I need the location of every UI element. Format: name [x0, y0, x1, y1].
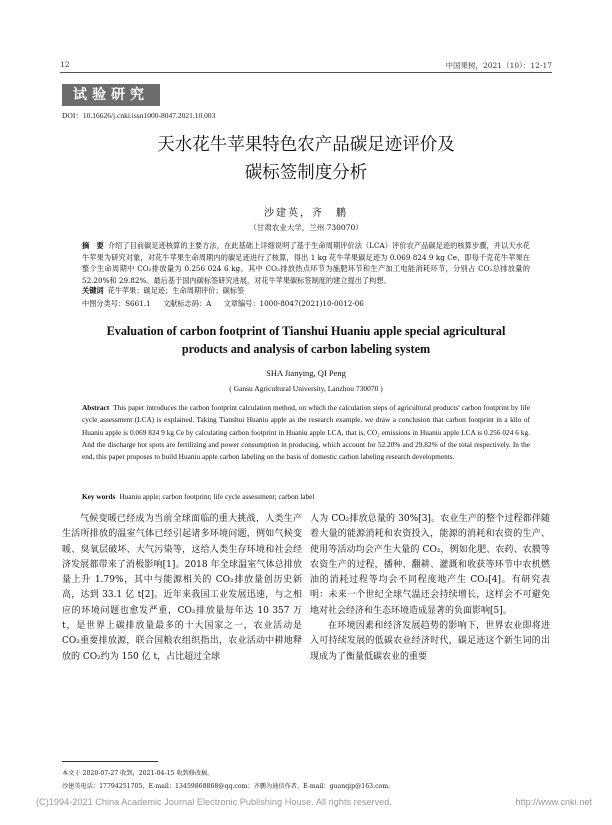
copyright-text: (C)1994-2021 China Academic Journal Electronic Publishing House. All rights reserved.	[36, 797, 392, 807]
body-right-column	[310, 512, 550, 665]
abstract-en-text: This paper introduces the carbon footprint calculation method, on which the calculation steps of agricultural products' carbon footprint by life cycle assessment (LCA) is explained. Taking Tianshui Huaniu apple as the research example, we draw a conclusion that carbon footprint in a kilo of Huaniu apple is 0.069 824 9 kg Ce by calculating carbon footprint in Huaniu apple LCA, that is, CO₂ emissions in Huaniu apple LCA is 0.256 024 6 kg. And the discharge hot spots are fertilizing and power consumption in producing, which account for 52.20% and 29.82% of the total respectively. In the end, this paper proposes to build Huaniu apple carbon labeling on the basis of domestic carbon labeling research developments.	[82, 403, 530, 462]
title-en-line2: products and analysis of carbon labeling system	[181, 342, 431, 356]
copyright-bar	[36, 797, 592, 807]
keywords-cn-label: 关键词	[82, 286, 104, 295]
journal-issue: 中国果树，2021（10）：12-17	[445, 61, 552, 70]
header-rule	[60, 72, 552, 73]
keywords-en-text: Huaniu apple; carbon footprint; life cycle assessment; carbon label	[119, 492, 315, 501]
page-number: 12	[60, 60, 70, 69]
authors-en: SHA Jianying, QI Peng	[266, 368, 346, 378]
abstract-cn	[82, 240, 530, 286]
abstract-cn-label: 摘 要	[82, 241, 104, 250]
keywords-cn	[82, 286, 530, 296]
section-badge: 试验研究	[62, 84, 160, 106]
classification-cn	[82, 299, 530, 309]
footnote-rule	[62, 761, 158, 762]
title-cn-line1: 天水花牛苹果特色农产品碳足迹评价及	[157, 135, 455, 155]
title-en-line1: Evaluation of carbon footprint of Tianshui Huaniu apple special agricultural	[106, 324, 506, 338]
keywords-cn-text: 花牛苹果；碳足迹；生命周期评价；碳标签	[107, 286, 245, 295]
document-code: 文献标志码：A	[162, 299, 212, 308]
authors-cn: 沙建英，齐 鹏	[264, 208, 348, 219]
abstract-en-label: Abstract	[82, 403, 110, 412]
footnote-received: 本文于 2020-07-27 收到，2021-04-15 收到修改稿。	[62, 770, 214, 777]
abstract-cn-text: 介绍了目前碳足迹核算的主要方法，在此基础上详细说明了基于生命周期评价法（LCA）评价农产品碳足迹的核算步骤，并以天水花牛苹果为研究对象，对花牛苹果生命周期内的碳足迹进行了核算，得出 1 kg 花牛苹果碳足迹为 0.069 824 9 kg Ce，即每千克花牛苹果在整个生命周期中 CO₂排放量为 0.256 024 6 kg。其中 CO₂排放热点环节为施肥环节和生产加工电能消耗环节，分别占 CO₂总排放量的 52.20%和 29.82%。最后基于国内碳标签研究进展，对花牛苹果碳标签制度的建立提出了构想。	[82, 241, 530, 285]
body-right-paragraph: 在环境因素和经济发展趋势的影响下，世界农业即将进入可持续发展的低碳农业经济时代，碳足迹这个新生词的出现成为了衡量低碳农业的重要	[310, 621, 550, 662]
doi: DOI：10.16626/j.cnki.issn1000-8047.2021.10.003	[62, 111, 216, 120]
affiliation-en: ( Gansu Agricultural University, Lanzhou 730070 )	[229, 384, 383, 393]
article-id: 文章编号：1000-8047(2021)10-0012-06	[223, 299, 364, 308]
keywords-en-label: Key words	[82, 492, 116, 501]
title-cn-line2: 碳标签制度分析	[244, 163, 368, 183]
footnote-authors: 沙建英电话：17794251705，E-mail：13459868868@qq.com；齐鹏为通信作者，E-mail：guanqip@163.com。	[62, 783, 395, 790]
body-right-paragraph: 人为 CO₂排放总量的 30%[3]。农业生产的整个过程都伴随着大量的能源消耗和农资投入，能源的消耗和农资的生产、使用等活动均会产生大量的 CO₂，例如化肥、农药、农膜等农资生产的过程，播种、翻耕、灌溉和收获等环节中农机燃油的消耗过程等均会不同程度地产生 CO₂[4]。有研究表明：未来一个世纪全球气温还会持续增长，这样会不可避免地对社会经济和生态环境造成显著的负面影响[5]。	[310, 514, 550, 616]
copyright-url[interactable]: http://www.cnki.net	[515, 797, 592, 807]
abstract-en	[82, 402, 530, 463]
keywords-en	[82, 492, 530, 501]
body-left-column: 气候变暖已经成为当前全球面临的重大挑战，人类生产生活所排放的温室气体已经引起诸多环境问题，例如气候变暖、臭氧层破坏、大气污染等，这给人类生存环境和社会经济发展都带来了消极影响[1]。2018 年全球温室气体总排放量上升 1.79%，其中与能源相关的 CO₂排放量创历史新高，达到 33.1 亿 t[2]。近年来我国工业发展迅速，与之相应的环境问题也愈发严重，CO₂排放量每年达 10 357 万 t，是世界上碳排放量最多的十大国家之一，农业活动是 CO₂重要排放源，联合国粮农组织指出，农业活动中耕地释放的 CO₂约为 150 亿 t，占比超过全球	[62, 514, 302, 662]
clc-number: 中图分类号：S661.1	[82, 299, 151, 308]
affiliation-cn: （甘肃农业大学，兰州 730070）	[249, 223, 363, 232]
